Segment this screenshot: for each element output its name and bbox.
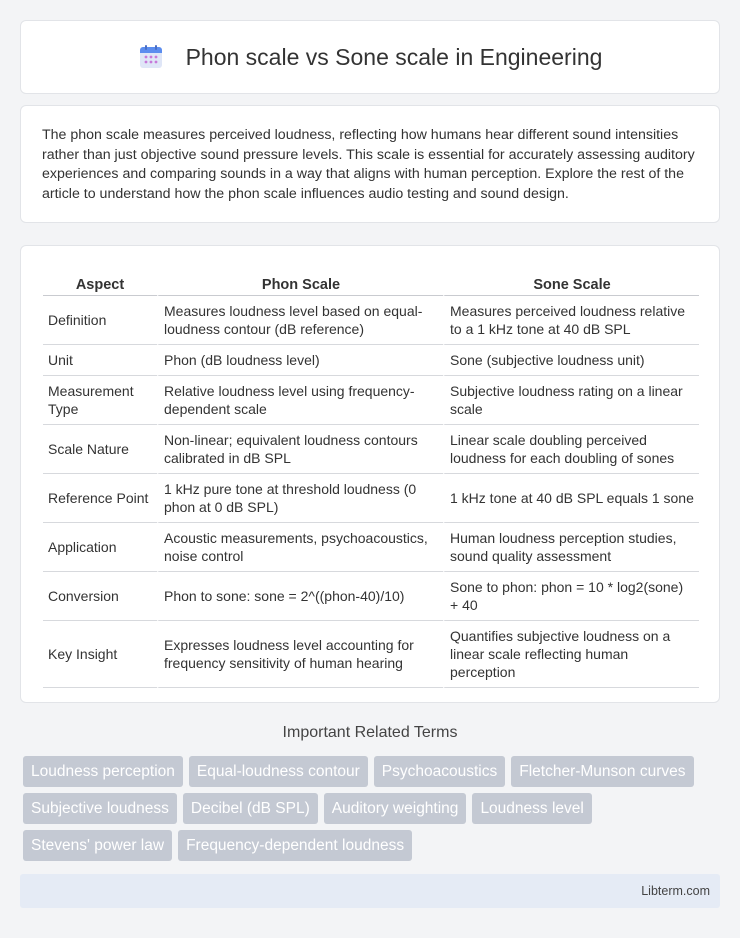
related-terms-list bbox=[23, 756, 723, 861]
page-title: Phon scale vs Sone scale in Engineering bbox=[185, 43, 603, 70]
cell-aspect: Key Insight bbox=[43, 621, 157, 688]
cell-sone: Sone to phon: phon = 10 * log2(sone) + 40 bbox=[443, 572, 699, 621]
related-terms-title: Important Related Terms bbox=[282, 724, 458, 741]
cell-aspect: Definition bbox=[43, 296, 157, 345]
cell-phon: Phon to sone: sone = 2^((phon-40)/10) bbox=[157, 572, 443, 621]
table-row bbox=[43, 523, 699, 572]
title-wrap bbox=[138, 44, 603, 71]
cell-phon: Non-linear; equivalent loudness contours calibrated in dB SPL bbox=[157, 425, 443, 474]
intro-text: The phon scale measures perceived loudness, reflecting how humans hear different sound intensities rather than just objective sound pressure levels. This scale is essential for accurately assessing auditory experiences and comparing sounds in a way that aligns with human perception. Explore the rest of the article to understand how the phon scale influences audio testing and sound design. bbox=[42, 127, 695, 202]
related-term-tag[interactable]: Decibel (dB SPL) bbox=[183, 793, 318, 824]
related-term-tag[interactable]: Fletcher-Munson curves bbox=[511, 756, 693, 787]
cell-sone: 1 kHz tone at 40 dB SPL equals 1 sone bbox=[443, 474, 699, 523]
cell-aspect: Measurement Type bbox=[43, 376, 157, 425]
related-term-tag[interactable]: Loudness level bbox=[472, 793, 591, 824]
related-term-tag[interactable]: Stevens' power law bbox=[23, 830, 172, 861]
cell-phon: 1 kHz pure tone at threshold loudness (0 phon at 0 dB SPL) bbox=[157, 474, 443, 523]
table-row bbox=[43, 474, 699, 523]
related-term-tag[interactable]: Frequency-dependent loudness bbox=[178, 830, 412, 861]
comparison-table bbox=[43, 266, 699, 688]
cell-aspect: Application bbox=[43, 523, 157, 572]
cell-phon: Relative loudness level using frequency-dependent scale bbox=[157, 376, 443, 425]
related-term-tag[interactable]: Psychoacoustics bbox=[374, 756, 505, 787]
table-header-row bbox=[43, 266, 699, 296]
cell-sone: Sone (subjective loudness unit) bbox=[443, 345, 699, 376]
related-term-tag[interactable]: Loudness perception bbox=[23, 756, 183, 787]
cell-phon: Acoustic measurements, psychoacoustics, noise control bbox=[157, 523, 443, 572]
cell-phon: Measures loudness level based on equal-loudness contour (dB reference) bbox=[157, 296, 443, 345]
cell-aspect: Scale Nature bbox=[43, 425, 157, 474]
header-phon: Phon Scale bbox=[157, 266, 443, 296]
cell-phon: Expresses loudness level accounting for frequency sensitivity of human hearing bbox=[157, 621, 443, 688]
footer-site-link[interactable]: Libterm.com bbox=[641, 884, 710, 898]
comparison-table-card bbox=[20, 245, 720, 703]
cell-sone: Subjective loudness rating on a linear scale bbox=[443, 376, 699, 425]
cell-sone: Quantifies subjective loudness on a linear scale reflecting human perception bbox=[443, 621, 699, 688]
header-sone: Sone Scale bbox=[443, 266, 699, 296]
related-term-tag[interactable]: Auditory weighting bbox=[324, 793, 467, 824]
cell-aspect: Unit bbox=[43, 345, 157, 376]
related-term-tag[interactable]: Subjective loudness bbox=[23, 793, 177, 824]
cell-aspect: Reference Point bbox=[43, 474, 157, 523]
header-card bbox=[20, 20, 720, 94]
footer bbox=[20, 874, 720, 908]
table-row bbox=[43, 572, 699, 621]
cell-sone: Human loudness perception studies, sound quality assessment bbox=[443, 523, 699, 572]
intro-card bbox=[20, 105, 720, 223]
table-row bbox=[43, 425, 699, 474]
header-aspect: Aspect bbox=[43, 266, 157, 296]
cell-aspect: Conversion bbox=[43, 572, 157, 621]
cell-phon: Phon (dB loudness level) bbox=[157, 345, 443, 376]
cell-sone: Measures perceived loudness relative to a 1 kHz tone at 40 dB SPL bbox=[443, 296, 699, 345]
table-row bbox=[43, 376, 699, 425]
related-term-tag[interactable]: Equal-loudness contour bbox=[189, 756, 368, 787]
table-row bbox=[43, 296, 699, 345]
calendar-icon bbox=[138, 44, 164, 70]
table-row bbox=[43, 345, 699, 376]
table-row bbox=[43, 621, 699, 688]
cell-sone: Linear scale doubling perceived loudness for each doubling of sones bbox=[443, 425, 699, 474]
